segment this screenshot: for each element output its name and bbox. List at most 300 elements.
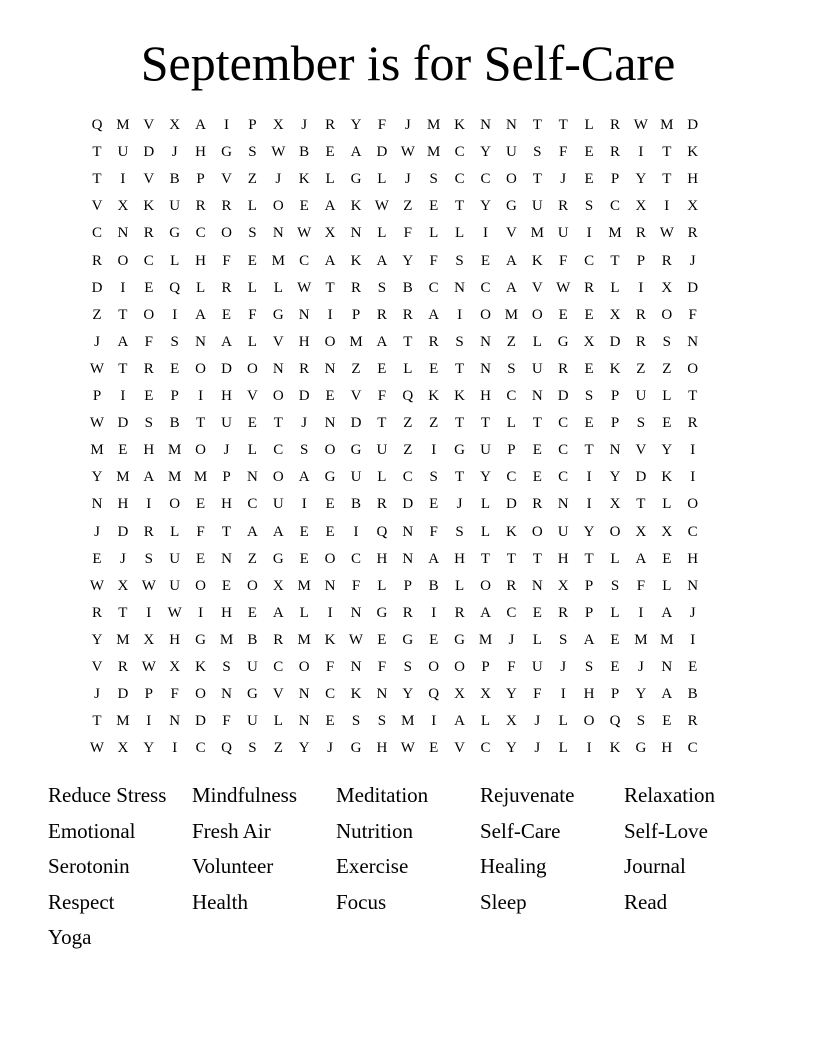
grid-letter[interactable]: J: [94, 686, 100, 703]
grid-letter[interactable]: O: [583, 713, 595, 730]
grid-letter[interactable]: Y: [635, 686, 647, 703]
grid-letter[interactable]: X: [324, 225, 336, 242]
grid-letter[interactable]: E: [429, 360, 439, 377]
grid-letter[interactable]: H: [661, 740, 673, 757]
grid-letter[interactable]: J: [560, 659, 567, 675]
grid-letter[interactable]: I: [198, 388, 204, 404]
grid-letter[interactable]: M: [478, 631, 493, 648]
grid-letter[interactable]: O: [117, 252, 129, 269]
grid-letter[interactable]: X: [117, 577, 129, 594]
grid-letter[interactable]: F: [248, 306, 257, 323]
grid-letter[interactable]: M: [116, 469, 130, 486]
grid-letter[interactable]: E: [299, 198, 309, 215]
grid-letter[interactable]: T: [118, 360, 128, 377]
grid-letter[interactable]: L: [247, 333, 257, 350]
grid-letter[interactable]: T: [532, 171, 542, 188]
grid-letter[interactable]: I: [638, 604, 644, 621]
grid-letter[interactable]: D: [635, 469, 647, 486]
grid-letter[interactable]: X: [557, 577, 569, 594]
grid-letter[interactable]: H: [221, 496, 232, 513]
grid-letter[interactable]: P: [248, 117, 257, 133]
grid-letter[interactable]: A: [376, 252, 388, 269]
grid-letter[interactable]: L: [610, 279, 620, 296]
grid-letter[interactable]: I: [172, 740, 178, 757]
grid-letter[interactable]: E: [299, 550, 309, 567]
grid-letter[interactable]: A: [376, 333, 388, 350]
grid-letter[interactable]: X: [169, 659, 181, 675]
grid-letter[interactable]: G: [454, 442, 466, 459]
grid-letter[interactable]: D: [143, 144, 155, 161]
grid-letter[interactable]: E: [662, 550, 672, 567]
grid-letter[interactable]: C: [480, 279, 491, 296]
grid-letter[interactable]: L: [610, 604, 620, 621]
grid-letter[interactable]: Q: [376, 523, 388, 540]
grid-letter[interactable]: H: [687, 171, 699, 188]
grid-letter[interactable]: A: [195, 306, 207, 323]
grid-letter[interactable]: P: [403, 577, 412, 594]
grid-letter[interactable]: I: [146, 604, 152, 621]
grid-letter[interactable]: U: [272, 496, 284, 513]
grid-letter[interactable]: Z: [247, 550, 257, 567]
grid-letter[interactable]: P: [351, 306, 361, 323]
grid-letter[interactable]: N: [376, 686, 388, 703]
grid-letter[interactable]: U: [635, 388, 647, 404]
grid-letter[interactable]: T: [584, 442, 594, 459]
grid-letter[interactable]: U: [221, 415, 232, 432]
grid-letter[interactable]: I: [120, 388, 126, 404]
grid-letter[interactable]: S: [403, 659, 412, 675]
grid-letter[interactable]: M: [427, 117, 441, 133]
grid-letter[interactable]: V: [272, 333, 284, 350]
grid-letter[interactable]: A: [428, 306, 440, 323]
grid-letter[interactable]: F: [377, 659, 387, 675]
grid-letter[interactable]: M: [219, 631, 234, 648]
grid-letter[interactable]: I: [638, 144, 644, 161]
grid-letter[interactable]: B: [687, 686, 698, 703]
grid-letter[interactable]: R: [428, 333, 439, 350]
grid-letter[interactable]: R: [143, 225, 154, 242]
grid-letter[interactable]: E: [662, 415, 672, 432]
grid-letter[interactable]: W: [89, 740, 105, 757]
grid-letter[interactable]: A: [350, 144, 362, 161]
grid-letter[interactable]: K: [324, 631, 336, 648]
grid-letter[interactable]: D: [298, 388, 310, 404]
grid-letter[interactable]: M: [427, 144, 441, 161]
grid-letter[interactable]: R: [687, 225, 698, 242]
grid-letter[interactable]: T: [92, 713, 102, 730]
grid-letter[interactable]: S: [248, 144, 257, 161]
grid-letter[interactable]: S: [455, 252, 464, 269]
grid-letter[interactable]: N: [402, 523, 414, 540]
grid-letter[interactable]: T: [455, 360, 465, 377]
grid-letter[interactable]: O: [531, 306, 543, 323]
grid-letter[interactable]: T: [92, 144, 102, 161]
grid-letter[interactable]: R: [558, 198, 569, 215]
grid-letter[interactable]: F: [196, 523, 205, 540]
grid-letter[interactable]: P: [144, 686, 153, 703]
grid-letter[interactable]: R: [143, 360, 154, 377]
grid-letter[interactable]: R: [635, 306, 646, 323]
grid-letter[interactable]: G: [454, 631, 466, 648]
grid-letter[interactable]: D: [402, 496, 414, 513]
grid-letter[interactable]: F: [377, 117, 387, 133]
grid-letter[interactable]: W: [89, 360, 105, 377]
grid-letter[interactable]: T: [92, 171, 102, 188]
grid-letter[interactable]: X: [143, 631, 155, 648]
grid-letter[interactable]: A: [324, 198, 336, 215]
grid-letter[interactable]: H: [221, 388, 232, 404]
grid-letter[interactable]: J: [404, 117, 411, 133]
grid-letter[interactable]: M: [297, 631, 311, 648]
grid-letter[interactable]: D: [557, 388, 569, 404]
grid-letter[interactable]: C: [687, 740, 698, 757]
grid-letter[interactable]: G: [246, 686, 258, 703]
grid-letter[interactable]: I: [146, 496, 152, 513]
grid-letter[interactable]: S: [610, 577, 620, 594]
grid-letter[interactable]: F: [351, 577, 361, 594]
grid-letter[interactable]: S: [584, 659, 594, 675]
grid-letter[interactable]: B: [169, 415, 180, 432]
grid-letter[interactable]: K: [350, 252, 362, 269]
grid-letter[interactable]: N: [324, 360, 336, 377]
grid-letter[interactable]: W: [348, 631, 364, 648]
grid-letter[interactable]: O: [169, 496, 181, 513]
grid-letter[interactable]: S: [584, 198, 594, 215]
grid-letter[interactable]: B: [402, 279, 413, 296]
grid-letter[interactable]: E: [221, 577, 232, 594]
grid-letter[interactable]: T: [273, 415, 283, 432]
grid-letter[interactable]: Z: [403, 442, 413, 459]
grid-letter[interactable]: Q: [221, 740, 232, 757]
grid-letter[interactable]: L: [480, 713, 491, 730]
grid-letter[interactable]: L: [170, 252, 180, 269]
grid-letter[interactable]: V: [272, 686, 284, 703]
grid-letter[interactable]: E: [662, 713, 672, 730]
grid-letter[interactable]: K: [454, 388, 466, 404]
grid-letter[interactable]: P: [196, 171, 205, 188]
grid-letter[interactable]: L: [610, 550, 620, 567]
grid-letter[interactable]: D: [609, 333, 621, 350]
grid-letter[interactable]: I: [690, 631, 696, 648]
grid-letter[interactable]: O: [246, 577, 258, 594]
grid-letter[interactable]: J: [508, 631, 515, 648]
grid-letter[interactable]: O: [661, 306, 673, 323]
grid-letter[interactable]: E: [170, 360, 180, 377]
grid-letter[interactable]: Z: [403, 415, 413, 432]
grid-letter[interactable]: Y: [583, 523, 595, 540]
grid-letter[interactable]: R: [635, 333, 646, 350]
grid-letter[interactable]: L: [532, 333, 542, 350]
grid-letter[interactable]: X: [635, 198, 647, 215]
grid-letter[interactable]: U: [531, 659, 543, 675]
grid-letter[interactable]: X: [609, 496, 621, 513]
grid-letter[interactable]: Y: [480, 469, 491, 486]
grid-letter[interactable]: S: [170, 333, 179, 350]
grid-letter[interactable]: N: [609, 442, 621, 459]
grid-letter[interactable]: F: [403, 225, 412, 242]
grid-letter[interactable]: L: [299, 604, 309, 621]
grid-letter[interactable]: C: [480, 171, 491, 188]
grid-letter[interactable]: P: [610, 415, 620, 432]
grid-letter[interactable]: O: [195, 442, 207, 459]
grid-letter[interactable]: A: [272, 523, 284, 540]
grid-letter[interactable]: L: [662, 496, 672, 513]
grid-letter[interactable]: S: [300, 442, 309, 459]
grid-letter[interactable]: Y: [298, 740, 310, 757]
grid-letter[interactable]: X: [480, 686, 491, 703]
grid-letter[interactable]: Z: [351, 360, 361, 377]
grid-letter[interactable]: C: [506, 604, 517, 621]
grid-letter[interactable]: M: [530, 225, 544, 242]
grid-letter[interactable]: Z: [662, 360, 672, 377]
grid-letter[interactable]: N: [169, 713, 181, 730]
grid-letter[interactable]: U: [557, 523, 569, 540]
grid-letter[interactable]: L: [377, 225, 387, 242]
grid-letter[interactable]: H: [221, 604, 232, 621]
grid-letter[interactable]: D: [117, 415, 129, 432]
grid-letter[interactable]: J: [327, 740, 334, 757]
grid-letter[interactable]: T: [662, 171, 672, 188]
grid-letter[interactable]: X: [661, 523, 673, 540]
grid-letter[interactable]: O: [324, 333, 336, 350]
grid-letter[interactable]: F: [429, 523, 438, 540]
grid-letter[interactable]: E: [584, 306, 594, 323]
grid-letter[interactable]: N: [350, 659, 362, 675]
grid-letter[interactable]: P: [610, 171, 620, 188]
grid-letter[interactable]: O: [687, 496, 699, 513]
grid-letter[interactable]: A: [454, 713, 466, 730]
grid-letter[interactable]: U: [246, 659, 258, 675]
grid-letter[interactable]: A: [143, 469, 155, 486]
grid-letter[interactable]: E: [196, 496, 206, 513]
grid-letter[interactable]: S: [533, 144, 542, 161]
grid-letter[interactable]: C: [584, 252, 595, 269]
grid-letter[interactable]: A: [505, 252, 517, 269]
grid-letter[interactable]: B: [428, 577, 439, 594]
grid-letter[interactable]: E: [118, 442, 128, 459]
grid-letter[interactable]: M: [297, 577, 311, 594]
grid-letter[interactable]: P: [610, 388, 620, 404]
grid-letter[interactable]: N: [454, 279, 466, 296]
grid-letter[interactable]: T: [480, 415, 491, 432]
grid-letter[interactable]: I: [431, 604, 437, 621]
grid-letter[interactable]: H: [454, 550, 466, 567]
grid-letter[interactable]: I: [224, 117, 229, 133]
grid-letter[interactable]: E: [247, 252, 257, 269]
grid-letter[interactable]: O: [272, 198, 284, 215]
grid-letter[interactable]: M: [660, 117, 674, 133]
grid-letter[interactable]: T: [403, 333, 413, 350]
grid-letter[interactable]: F: [222, 713, 231, 730]
grid-letter[interactable]: X: [117, 740, 129, 757]
grid-letter[interactable]: A: [221, 333, 232, 350]
grid-letter[interactable]: E: [144, 279, 154, 296]
grid-letter[interactable]: B: [299, 144, 310, 161]
grid-letter[interactable]: W: [271, 144, 286, 161]
grid-letter[interactable]: S: [455, 523, 464, 540]
grid-letter[interactable]: E: [532, 604, 542, 621]
grid-letter[interactable]: Y: [505, 686, 517, 703]
grid-letter[interactable]: T: [532, 415, 542, 432]
grid-letter[interactable]: E: [584, 360, 594, 377]
grid-letter[interactable]: O: [272, 388, 284, 404]
grid-letter[interactable]: G: [505, 198, 517, 215]
grid-letter[interactable]: A: [583, 631, 595, 648]
grid-letter[interactable]: R: [143, 523, 154, 540]
grid-letter[interactable]: V: [505, 225, 517, 242]
grid-letter[interactable]: H: [376, 740, 388, 757]
grid-letter[interactable]: H: [143, 442, 155, 459]
grid-letter[interactable]: X: [454, 686, 466, 703]
grid-letter[interactable]: W: [400, 144, 415, 161]
grid-letter[interactable]: H: [557, 550, 569, 567]
grid-letter[interactable]: N: [298, 686, 310, 703]
grid-letter[interactable]: E: [377, 360, 387, 377]
grid-letter[interactable]: S: [248, 225, 257, 242]
grid-letter[interactable]: L: [403, 360, 413, 377]
grid-letter[interactable]: Y: [91, 469, 103, 486]
grid-letter[interactable]: P: [584, 577, 594, 594]
grid-letter[interactable]: O: [324, 550, 336, 567]
grid-letter[interactable]: A: [661, 604, 673, 621]
grid-letter[interactable]: A: [195, 117, 207, 133]
grid-letter[interactable]: N: [480, 117, 491, 133]
grid-letter[interactable]: A: [324, 252, 336, 269]
grid-letter[interactable]: G: [272, 306, 284, 323]
grid-letter[interactable]: O: [143, 306, 155, 323]
grid-letter[interactable]: C: [454, 144, 465, 161]
grid-letter[interactable]: L: [247, 442, 257, 459]
grid-letter[interactable]: T: [455, 469, 465, 486]
grid-letter[interactable]: L: [480, 496, 491, 513]
grid-letter[interactable]: N: [480, 333, 491, 350]
grid-letter[interactable]: X: [661, 279, 673, 296]
grid-letter[interactable]: I: [431, 713, 437, 730]
grid-letter[interactable]: I: [586, 496, 592, 513]
grid-letter[interactable]: Y: [480, 198, 491, 215]
grid-letter[interactable]: F: [144, 333, 153, 350]
grid-letter[interactable]: U: [531, 360, 543, 377]
grid-letter[interactable]: M: [193, 469, 208, 486]
grid-letter[interactable]: X: [272, 577, 284, 594]
grid-letter[interactable]: D: [687, 279, 699, 296]
grid-letter[interactable]: N: [687, 577, 699, 594]
grid-letter[interactable]: L: [662, 577, 672, 594]
grid-letter[interactable]: A: [635, 550, 647, 567]
grid-letter[interactable]: R: [558, 604, 569, 621]
grid-letter[interactable]: W: [167, 604, 182, 621]
grid-letter[interactable]: L: [480, 523, 491, 540]
grid-letter[interactable]: Q: [91, 117, 103, 133]
grid-letter[interactable]: Z: [273, 740, 283, 757]
grid-letter[interactable]: K: [298, 171, 310, 188]
grid-letter[interactable]: N: [221, 550, 232, 567]
grid-letter[interactable]: C: [143, 252, 154, 269]
grid-letter[interactable]: N: [246, 469, 258, 486]
grid-letter[interactable]: H: [687, 550, 699, 567]
grid-letter[interactable]: R: [376, 306, 387, 323]
grid-letter[interactable]: A: [298, 469, 310, 486]
grid-letter[interactable]: K: [661, 469, 673, 486]
grid-letter[interactable]: R: [687, 713, 698, 730]
grid-letter[interactable]: O: [454, 659, 466, 675]
grid-letter[interactable]: O: [298, 659, 310, 675]
grid-letter[interactable]: U: [117, 144, 129, 161]
grid-letter[interactable]: E: [196, 550, 206, 567]
grid-letter[interactable]: S: [559, 631, 568, 648]
grid-letter[interactable]: N: [221, 686, 232, 703]
grid-letter[interactable]: V: [350, 388, 362, 404]
grid-letter[interactable]: I: [198, 604, 204, 621]
grid-letter[interactable]: I: [586, 225, 592, 242]
grid-letter[interactable]: D: [505, 496, 517, 513]
grid-letter[interactable]: P: [507, 442, 516, 459]
grid-letter[interactable]: T: [610, 252, 620, 269]
grid-letter[interactable]: S: [636, 713, 646, 730]
grid-letter[interactable]: P: [610, 686, 620, 703]
grid-letter[interactable]: J: [534, 740, 541, 757]
grid-letter[interactable]: T: [325, 279, 335, 296]
grid-letter[interactable]: D: [221, 360, 232, 377]
grid-letter[interactable]: C: [325, 686, 336, 703]
grid-letter[interactable]: J: [560, 171, 567, 188]
grid-letter[interactable]: L: [662, 388, 672, 404]
grid-letter[interactable]: J: [689, 604, 696, 621]
grid-letter[interactable]: T: [558, 117, 568, 133]
grid-letter[interactable]: S: [248, 740, 257, 757]
grid-letter[interactable]: R: [91, 252, 102, 269]
grid-letter[interactable]: E: [532, 469, 542, 486]
grid-letter[interactable]: O: [195, 360, 207, 377]
grid-letter[interactable]: F: [559, 252, 568, 269]
grid-letter[interactable]: S: [636, 415, 646, 432]
grid-letter[interactable]: C: [195, 740, 206, 757]
grid-letter[interactable]: K: [195, 659, 207, 675]
grid-letter[interactable]: W: [141, 577, 156, 594]
grid-letter[interactable]: N: [324, 577, 336, 594]
grid-letter[interactable]: N: [531, 577, 543, 594]
grid-letter[interactable]: Q: [609, 713, 621, 730]
grid-letter[interactable]: I: [664, 198, 670, 215]
grid-letter[interactable]: C: [428, 279, 439, 296]
grid-letter[interactable]: T: [455, 415, 465, 432]
grid-letter[interactable]: S: [662, 333, 671, 350]
grid-letter[interactable]: O: [272, 469, 284, 486]
grid-letter[interactable]: H: [376, 550, 388, 567]
grid-letter[interactable]: L: [377, 469, 387, 486]
grid-letter[interactable]: O: [246, 360, 258, 377]
grid-letter[interactable]: D: [350, 415, 362, 432]
grid-letter[interactable]: S: [222, 659, 231, 675]
grid-letter[interactable]: H: [298, 333, 310, 350]
grid-letter[interactable]: G: [635, 740, 647, 757]
grid-letter[interactable]: C: [558, 469, 569, 486]
grid-letter[interactable]: I: [120, 279, 126, 296]
grid-letter[interactable]: X: [272, 117, 284, 133]
grid-letter[interactable]: L: [532, 631, 542, 648]
grid-letter[interactable]: E: [429, 631, 439, 648]
grid-letter[interactable]: G: [350, 171, 362, 188]
grid-letter[interactable]: L: [558, 713, 568, 730]
grid-letter[interactable]: I: [638, 279, 644, 296]
grid-letter[interactable]: L: [429, 225, 439, 242]
grid-letter[interactable]: C: [91, 225, 102, 242]
grid-letter[interactable]: Z: [429, 415, 439, 432]
grid-letter[interactable]: V: [454, 740, 466, 757]
grid-letter[interactable]: I: [353, 523, 359, 540]
grid-letter[interactable]: J: [94, 523, 100, 540]
grid-letter[interactable]: S: [584, 388, 594, 404]
